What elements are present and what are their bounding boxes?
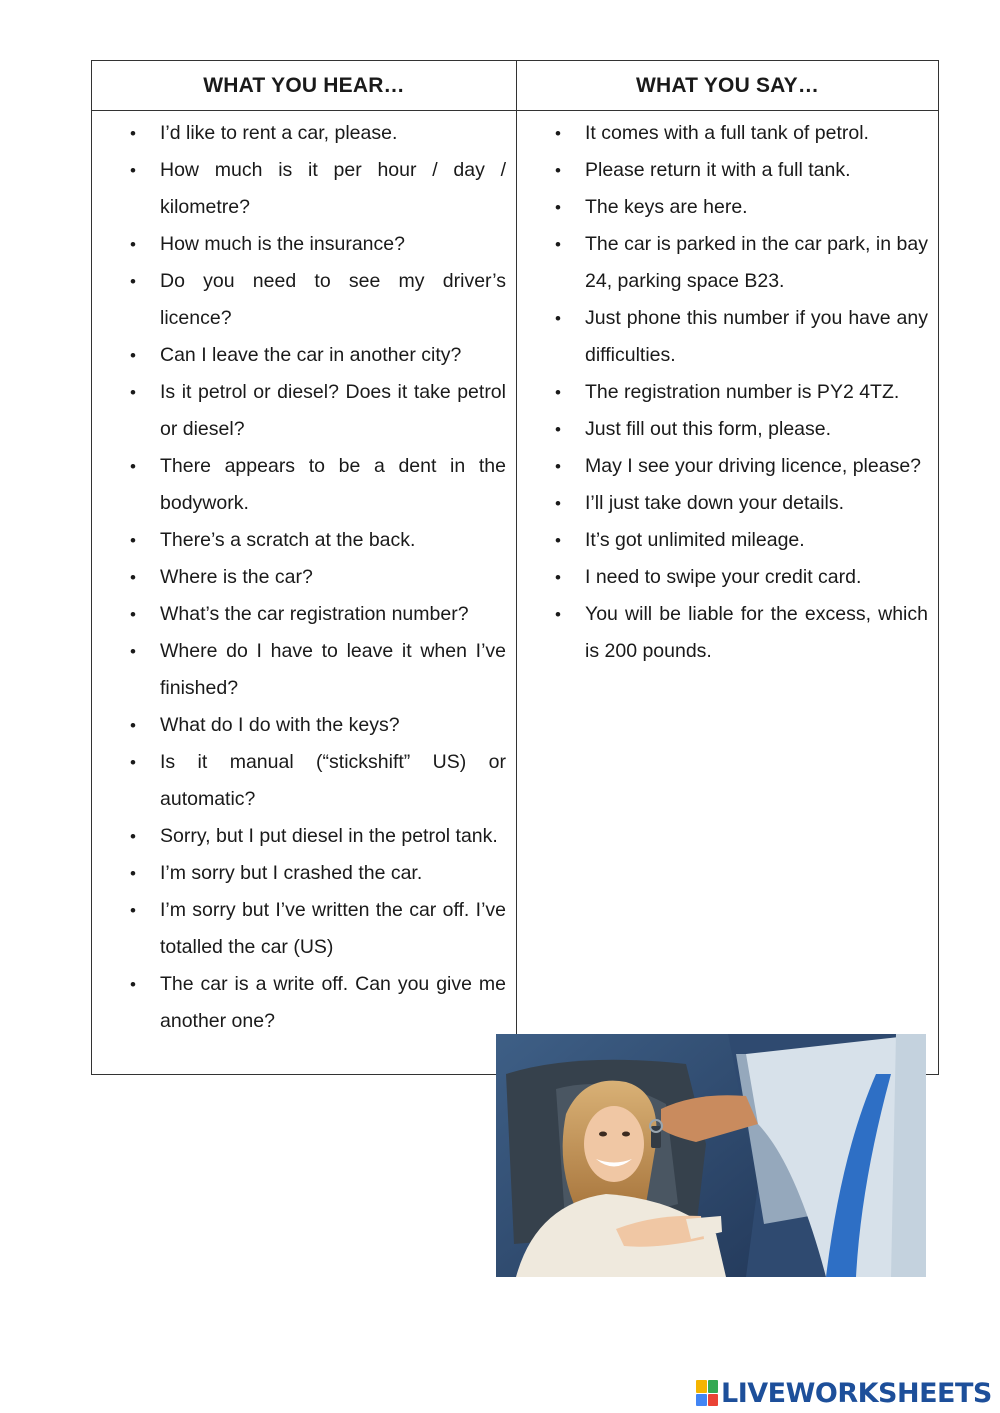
phrase-list-item: • The keys are here. [517, 189, 928, 226]
phrase-list-item: • It comes with a full tank of petrol. [517, 115, 928, 152]
table-body-row [92, 111, 939, 1075]
phrases-table [91, 60, 939, 1075]
phrase-list-item: • Where is the car? [92, 559, 506, 596]
what-you-say-list [517, 111, 938, 670]
what-you-hear-header: WHAT YOU HEAR… [92, 61, 517, 111]
phrase-list-item: • The registration number is PY2 4TZ. [517, 374, 928, 411]
liveworksheets-logo-icon [696, 1380, 718, 1406]
phrase-list-item: • May I see your driving licence, please? [517, 448, 928, 485]
phrase-list-item: • Do you need to see my driver’s licence? [92, 263, 506, 337]
phrase-list-item: • Just phone this number if you have any difficulties. [517, 300, 928, 374]
phrase-list-item: • Sorry, but I put diesel in the petrol tank. [92, 818, 506, 855]
phrase-list-item: • What’s the car registration number? [92, 596, 506, 633]
phrase-list-item: • The car is parked in the car park, in bay 24, parking space B23. [517, 226, 928, 300]
phrase-list-item: • I’m sorry but I crashed the car. [92, 855, 506, 892]
what-you-hear-list [92, 111, 516, 1040]
phrase-list-item: • There’s a scratch at the back. [92, 522, 506, 559]
phrase-list-item: • Where do I have to leave it when I’ve finished? [92, 633, 506, 707]
phrase-list-item: • I’ll just take down your details. [517, 485, 928, 522]
phrase-list-item: • I’m sorry but I’ve written the car off. I’ve totalled the car (US) [92, 892, 506, 966]
phrase-list-item: • Is it manual (“stickshift” US) or automatic? [92, 744, 506, 818]
woman-receiving-car-keys-image [496, 1034, 926, 1277]
liveworksheets-logo-text: LIVEWORKSHEETS [721, 1377, 992, 1409]
what-you-say-cell [517, 111, 939, 1075]
phrase-list-item: • Is it petrol or diesel? Does it take petrol or diesel? [92, 374, 506, 448]
phrase-list-item: • Just fill out this form, please. [517, 411, 928, 448]
phrase-list-item: • Can I leave the car in another city? [92, 337, 506, 374]
phrase-list-item: • I’d like to rent a car, please. [92, 115, 506, 152]
car-rental-photo [496, 1034, 926, 1277]
phrase-list-item: • I need to swipe your credit card. [517, 559, 928, 596]
table-header-row [92, 61, 939, 111]
phrase-list-item: • How much is it per hour / day / kilometre? [92, 152, 506, 226]
phrase-list-item: • How much is the insurance? [92, 226, 506, 263]
what-you-hear-cell [92, 111, 517, 1075]
phrase-list-item: • Please return it with a full tank. [517, 152, 928, 189]
phrase-list-item: • What do I do with the keys? [92, 707, 506, 744]
liveworksheets-logo [696, 1378, 992, 1408]
phrase-list-item: • It’s got unlimited mileage. [517, 522, 928, 559]
phrase-list-item: • You will be liable for the excess, which is 200 pounds. [517, 596, 928, 670]
phrase-list-item: • The car is a write off. Can you give me another one? [92, 966, 506, 1040]
what-you-say-header: WHAT YOU SAY… [517, 61, 939, 111]
phrase-list-item: • There appears to be a dent in the bodywork. [92, 448, 506, 522]
